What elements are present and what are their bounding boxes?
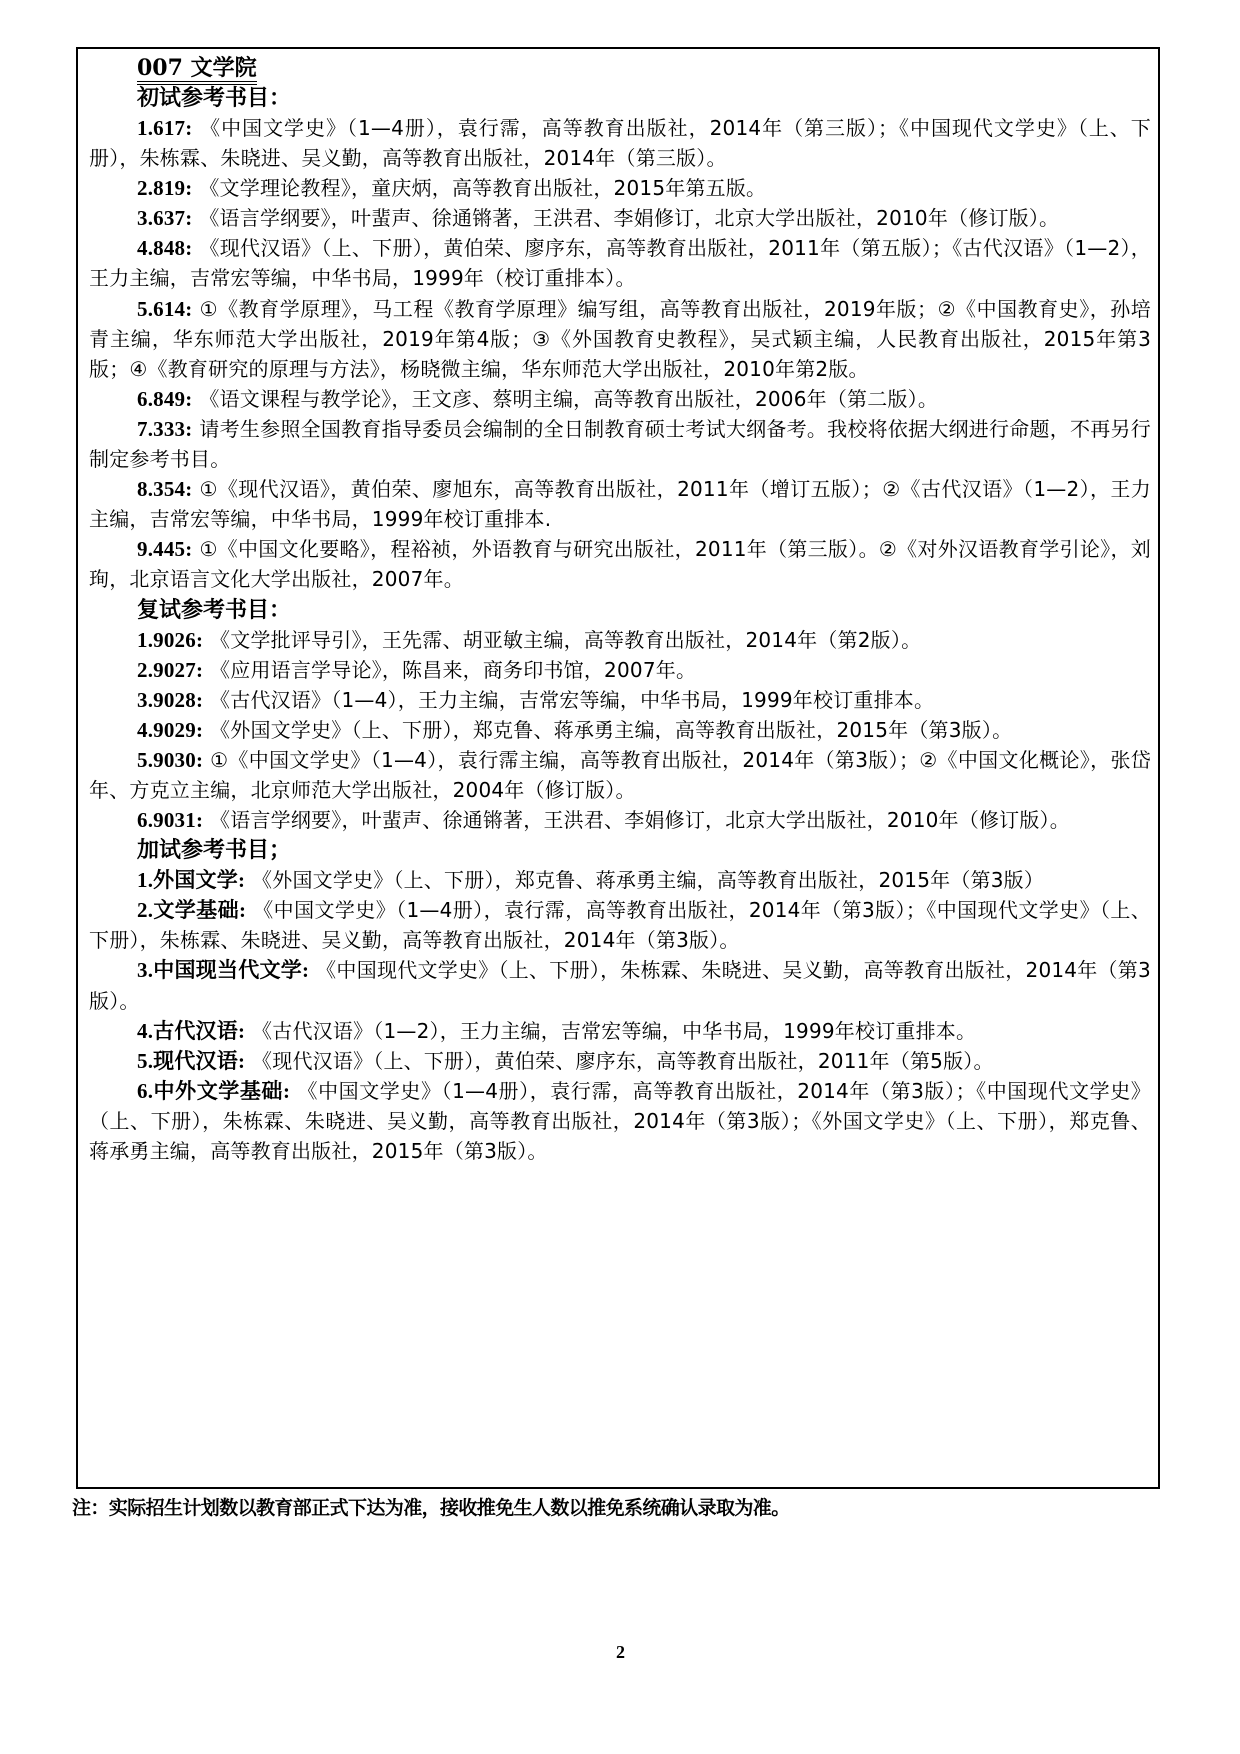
list-item: 1.617: 《中国文学史》（1—4册），袁行霈，高等教育出版社，2014年（第三版）；《中国现代文学史》（上、下册），朱栋霖、朱晓进、吴义勤，高等教育出版社，2014年（第三版）。 xyxy=(89,116,1151,171)
department-title: 007 文学院 xyxy=(89,53,1151,83)
list-item: 5.614: ①《教育学原理》，马工程《教育学原理》编写组，高等教育出版社，2019年版；②《中国教育史》，孙培青主编，华东师范大学出版社，2019年第4版；③《外国教育史教程》，吴式颖主编，人民教育出版社，2015年第3版；④《教育研究的原理与方法》，杨晓微主编，华东师范大学出版社，2010年第2版。 xyxy=(89,296,1151,381)
list-item: 6.9031: 《语言学纲要》，叶蜚声、徐通锵著，王洪君、李娟修订，北京大学出版社，2010年（修订版）。 xyxy=(137,808,1070,833)
document-content xyxy=(89,53,1151,1166)
list-item: 1.外国文学: 《外国文学史》（上、下册），郑克鲁、蒋承勇主编，高等教育出版社，2015年（第3版） xyxy=(137,868,1045,893)
list-item: 6.849: 《语文课程与教学论》，王文彦、蔡明主编，高等教育出版社，2006年（第二版）。 xyxy=(137,386,939,411)
section-heading-retest: 复试参考书目： xyxy=(137,596,292,623)
content-frame xyxy=(76,47,1160,1489)
page-number: 2 xyxy=(616,1642,625,1662)
list-item: 2.文学基础: 《中国文学史》（1—4册），袁行霈，高等教育出版社，2014年（第3版）；《中国现代文学史》（上、下册），朱栋霖、朱晓进、吴义勤，高等教育出版社，2014年（第3版）。 xyxy=(89,898,1151,953)
list-item: 2.819: 《文学理论教程》，童庆炳，高等教育出版社，2015年第五版。 xyxy=(137,176,767,201)
list-item: 4.古代汉语: 《古代汉语》（1—2），王力主编，吉常宏等编，中华书局，1999年校订重排本。 xyxy=(137,1018,977,1043)
list-item: 5.现代汉语: 《现代汉语》（上、下册），黄伯荣、廖序东，高等教育出版社，2011年（第5版）。 xyxy=(137,1048,994,1073)
section-heading-additional: 加试参考书目； xyxy=(137,837,292,864)
list-item: 9.445: ①《中国文化要略》，程裕祯，外语教育与研究出版社，2011年（第三版）。②《对外汉语教育学引论》，刘珣，北京语言文化大学出版社，2007年。 xyxy=(89,537,1151,592)
list-item: 3.中国现当代文学: 《中国现代文学史》（上、下册），朱栋霖、朱晓进、吴义勤，高等教育出版社，2014年（第3版）。 xyxy=(89,958,1151,1013)
list-item: 3.637: 《语言学纲要》，叶蜚声、徐通锵著，王洪君、李娟修订，北京大学出版社，2010年（修订版）。 xyxy=(137,206,1060,231)
list-item: 2.9027: 《应用语言学导论》，陈昌来，商务印书馆，2007年。 xyxy=(137,657,697,682)
footnote: 注：实际招生计划数以教育部正式下达为准，接收推免生人数以推免系统确认录取为准。 xyxy=(72,1497,790,1519)
list-item: 5.9030: ①《中国文学史》（1—4），袁行霈主编，高等教育出版社，2014年（第3版）；②《中国文化概论》，张岱年、方克立主编，北京师范大学出版社，2004年（修订版）。 xyxy=(89,747,1151,802)
list-item: 4.9029: 《外国文学史》（上、下册），郑克鲁、蒋承勇主编，高等教育出版社，2015年（第3版）。 xyxy=(137,717,1013,742)
list-item: 6.中外文学基础: 《中国文学史》（1—4册），袁行霈，高等教育出版社，2014年（第3版）；《中国现代文学史》（上、下册），朱栋霖、朱晓进、吴义勤，高等教育出版社，2014年（第3版）；《外国文学史》（上、下册），郑克鲁、蒋承勇主编，高等教育出版社，2015年（第3版）。 xyxy=(89,1078,1151,1163)
list-item: 7.333: 请考生参照全国教育指导委员会编制的全日制教育硕士考试大纲备考。我校将依据大纲进行命题，不再另行制定参考书目。 xyxy=(89,416,1151,472)
list-item: 1.9026: 《文学批评导引》，王先霈、胡亚敏主编，高等教育出版社，2014年（第2版）。 xyxy=(137,627,922,652)
list-item: 3.9028: 《古代汉语》（1—4），王力主编，吉常宏等编，中华书局，1999年校订重排本。 xyxy=(137,687,935,712)
section-heading-initial: 初试参考书目： xyxy=(137,85,292,111)
list-item: 4.848: 《现代汉语》（上、下册），黄伯荣、廖序东，高等教育出版社，2011年（第五版）；《古代汉语》（1—2），王力主编，吉常宏等编，中华书局，1999年（校订重排本）。 xyxy=(89,236,1151,291)
list-item: 8.354: ①《现代汉语》，黄伯荣、廖旭东，高等教育出版社，2011年（增订五版）；②《古代汉语》（1—2），王力主编，吉常宏等编，中华书局，1999年校订重排本. xyxy=(89,477,1151,532)
